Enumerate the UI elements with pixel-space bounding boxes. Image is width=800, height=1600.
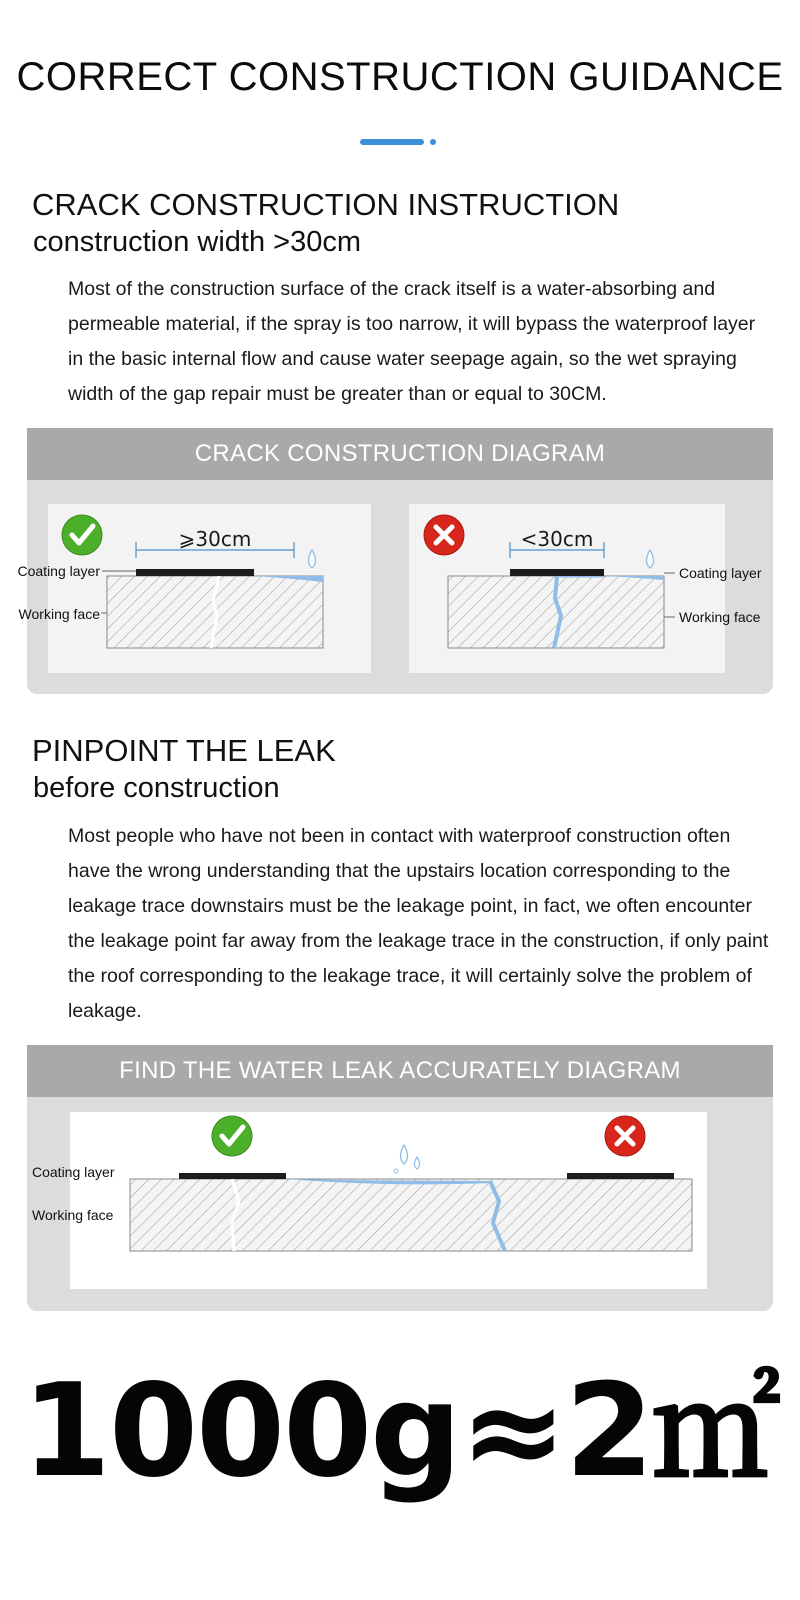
working-label-left: Working face bbox=[18, 606, 100, 622]
coating-layer bbox=[136, 569, 254, 576]
page-title: CORRECT CONSTRUCTION GUIDANCE bbox=[16, 55, 784, 99]
leak-diagram bbox=[27, 1097, 773, 1311]
check-icon bbox=[212, 1116, 252, 1156]
coating-label: Coating layer bbox=[32, 1164, 115, 1180]
working-label: Working face bbox=[32, 1207, 114, 1223]
wrong-crack-card bbox=[409, 504, 725, 673]
coating-layer bbox=[510, 569, 604, 576]
correct-width-label: ⩾30cm bbox=[178, 527, 252, 551]
wrong-width-label: <30cm bbox=[520, 527, 594, 551]
crack-diagram-title: CRACK CONSTRUCTION DIAGRAM bbox=[27, 428, 773, 480]
cross-icon bbox=[605, 1116, 645, 1156]
crack-diagram bbox=[17, 480, 773, 694]
check-icon bbox=[62, 515, 102, 555]
coverage-text: 1000g≈2㎡ bbox=[21, 1357, 779, 1506]
cross-icon bbox=[424, 515, 464, 555]
working-face-block bbox=[130, 1179, 692, 1251]
leak-section-paragraph: Most people who have not been in contact with waterproof construction often have the wrong understanding that the upstairs location corresponding to the leakage trace downstairs must be the leakage point, in fact, we often encounter the leakage point far away from the leakage trace in the construction, if only paint the roof corresponding to the leakage trace, it will certainly solve the problem of leakage. bbox=[68, 825, 769, 1022]
leak-section-subheading: before construction bbox=[33, 772, 280, 804]
coating-label-right: Coating layer bbox=[679, 565, 762, 581]
correct-crack-card bbox=[48, 504, 371, 673]
leak-section-heading: PINPOINT THE LEAK bbox=[32, 733, 336, 768]
divider-dot bbox=[430, 139, 436, 145]
leak-diagram-title: FIND THE WATER LEAK ACCURATELY DIAGRAM bbox=[27, 1045, 773, 1097]
working-label-right: Working face bbox=[679, 609, 761, 625]
crack-section-subheading: construction width >30cm bbox=[33, 226, 362, 258]
title-divider bbox=[360, 139, 440, 145]
divider-bar bbox=[360, 139, 424, 145]
wrong-coating bbox=[567, 1173, 674, 1179]
crack-section-heading: CRACK CONSTRUCTION INSTRUCTION bbox=[32, 187, 620, 222]
crack-section-paragraph: Most of the construction surface of the crack itself is a water-absorbing and permeable material, if the spray is too narrow, it will bypass the waterproof layer in the basic internal flow and cause water seepage again, so the wet spraying width of the gap repair must be greater than or equal to 30CM. bbox=[68, 278, 756, 405]
leak-diagram-panel bbox=[27, 1045, 773, 1311]
crack-diagram-panel bbox=[17, 428, 773, 694]
correct-coating bbox=[179, 1173, 286, 1179]
coating-label-left: Coating layer bbox=[17, 563, 100, 579]
